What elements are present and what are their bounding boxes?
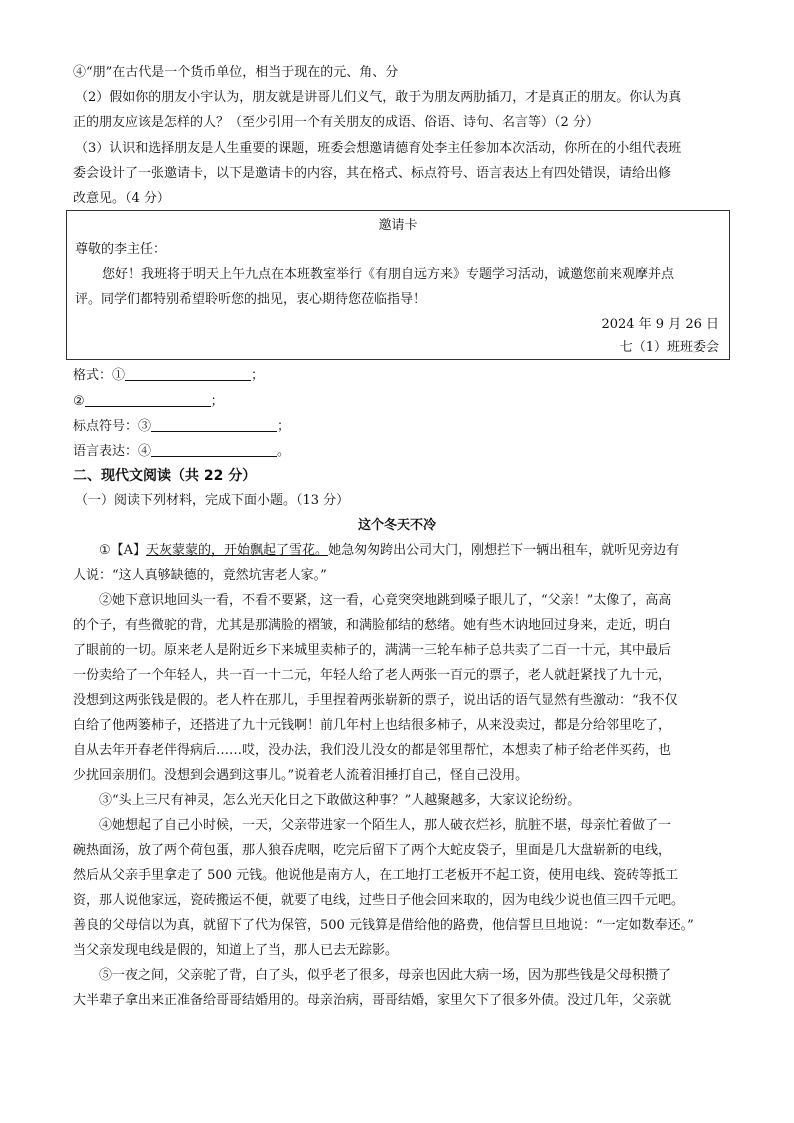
answer-punctuation-row (73, 417, 290, 437)
answer-punctuation-label: 标点符号：③ (73, 419, 152, 434)
invitation-salutation: 尊敬的李主任： (75, 242, 167, 257)
article-p4-line-1: ④她想起了自己小时候，一天，父亲带进家一个陌生人，那人破衣烂衫，肮脏不堪，母亲忙着做了一 (99, 818, 672, 833)
article-p1-line-1 (99, 541, 679, 561)
answer-format-end: ； (251, 368, 265, 383)
answer-blank-3[interactable] (151, 417, 277, 432)
article-p2-line-2: 的个子，有些微驼的背，尤其是那满脸的褶皱，和满脸郁结的愁绪。她有些木讷地回过身来，走近，明白 (73, 618, 672, 633)
article-p4-line-2: 碗热面汤，放了两个荷包蛋，那人狼吞虎咽，吃完后留下了两个大蛇皮袋子，里面是几大盘崭新的电线， (73, 843, 672, 858)
answer-blank-2[interactable] (85, 392, 211, 407)
question-2-line-1: （2）假如你的朋友小宇认为，朋友就是讲哥儿们义气，敢于为朋友两肋插刀，才是真正的朋友。你认为真 (75, 90, 682, 105)
article-p1-rest: 她急匆匆跨出公司大门，刚想拦下一辆出租车，就听见旁边有 (328, 543, 680, 558)
answer-blank-4[interactable] (151, 442, 277, 457)
article-p1-underlined: 天灰蒙蒙的，开始飘起了雪花。 (146, 543, 329, 558)
invitation-card (66, 210, 730, 360)
answer-item-2-end: ； (210, 394, 224, 409)
article-p4-line-4: 资，那人说他家远，瓷砖搬运不便，就要了电线，过些日子他会回来取的，因为电线少说也值三四千元吧。 (73, 893, 685, 908)
article-p2-line-3: 了眼前的一切。原来老人是附近乡下来城里卖柿子的，满满一三轮车柿子总共卖了二百一十元，其中最后 (73, 643, 672, 658)
question-option-4: ④“朋”在古代是一个货币单位，相当于现在的元、角、分 (73, 65, 399, 80)
article-p4-line-6: 当父亲发现电线是假的，知道上了当，那人已去无踪影。 (73, 943, 399, 958)
article-p2-line-5: 没想到这两张钱是假的。老人杵在那儿，手里捏着两张崭新的票子，说出话的语气显然有些激动：“我不仅 (73, 693, 678, 708)
invitation-date: 2024 年 9 月 26 日 (601, 317, 719, 332)
article-p2-line-6: 白给了他两篓柿子，还搭进了九十元钱啊！前几年村上也结很多柿子，从来没卖过，都是分给邻里吃了， (73, 718, 672, 733)
question-3-line-1: （3）认识和选择朋友是人生重要的课题，班委会想邀请德育处李主任参加本次活动，你所在的小组代表班 (75, 141, 682, 156)
question-2-line-2: 正的朋友应该是怎样的人？（至少引用一个有关朋友的成语、俗语、诗句、名言等）（2 分） (73, 115, 599, 130)
article-p4-line-3: 然后从父亲手里拿走了 500 元钱。他说他是南方人，在工地打工老板开不起工资，使用电线、瓷砖等抵工 (73, 868, 679, 883)
article-p4-line-5: 善良的父母信以为真，就留下了代为保管，500 元钱算是借给他的路费，他信誓旦旦地说：“一定如数奉还。” (73, 918, 694, 933)
answer-punctuation-end: ； (277, 419, 291, 434)
article-p1-line-2: 人说：“这人真够缺德的，竟然坑害老人家。” (73, 568, 327, 583)
answer-language-label: 语言表达：④ (73, 444, 152, 459)
answer-language-row (73, 442, 290, 462)
invitation-body-line-2: 评。同学们都特别希望聆听您的拙见，衷心期待您莅临指导！ (75, 292, 427, 307)
invitation-body-line-1: 您好！我班将于明天上午九点在本班教室举行《有朋自远方来》专题学习活动，诚邀您前来观摩并点 (102, 267, 675, 282)
article-p2-line-1: ②她下意识地回头一看，不看不要紧，这一看，心竟突突地跳到嗓子眼儿了，“父亲！”太像了，高高 (99, 593, 672, 608)
question-3-line-2: 委会设计了一张邀请卡，以下是邀请卡的内容，其在格式、标点符号、语言表达上有四处错误，请给出修 (73, 166, 672, 181)
answer-language-end: 。 (277, 444, 291, 459)
article-p2-line-8: 少扰回亲朋们。没想到会遇到这事儿。”说着老人流着泪捶打自己，怪自己没用。 (73, 768, 529, 783)
article-p5-line-1: ⑤一夜之间，父亲驼了背，白了头，似乎老了很多，母亲也因此大病一场，因为那些钱是父母积攒了 (99, 968, 672, 983)
article-title: 这个冬天不冷 (357, 518, 436, 533)
answer-item-2-row (73, 392, 224, 412)
article-p5-line-2: 大半辈子拿出来正准备给哥哥结婚用的。母亲治病，哥哥结婚，家里欠下了很多外债。没过几年，父亲就 (73, 993, 672, 1008)
answer-format-row (73, 366, 264, 386)
answer-item-2-label: ② (73, 394, 85, 409)
section-2-title: 二、现代文阅读（共 22 分） (73, 468, 257, 484)
answer-format-label: 格式：① (73, 368, 126, 383)
answer-blank-1[interactable] (125, 366, 251, 381)
article-p2-line-7: 自从去年开春老伴得病后……哎，没办法，我们没儿没女的都是邻里帮忙，本想卖了柿子给老伴买药，也 (73, 743, 672, 758)
invitation-title: 邀请卡 (378, 218, 418, 233)
article-p2-line-4: 一份卖给了一个年轻人，共一百一十二元，年轻人给了老人两张一百元的票子，老人就赶紧找了九十元， (73, 668, 672, 683)
article-p3-line-1: ③“头上三尺有神灵，怎么光天化日之下敢做这种事？”人越聚越多，大家议论纷纷。 (99, 793, 581, 808)
invitation-signature: 七（1）班班委会 (619, 340, 719, 355)
question-3-line-3: 改意见。（4 分） (73, 191, 170, 206)
article-p1-marker: ①【A】 (99, 543, 147, 558)
section-2-subtitle: （一）阅读下列材料，完成下面小题。（13 分） (75, 493, 350, 508)
